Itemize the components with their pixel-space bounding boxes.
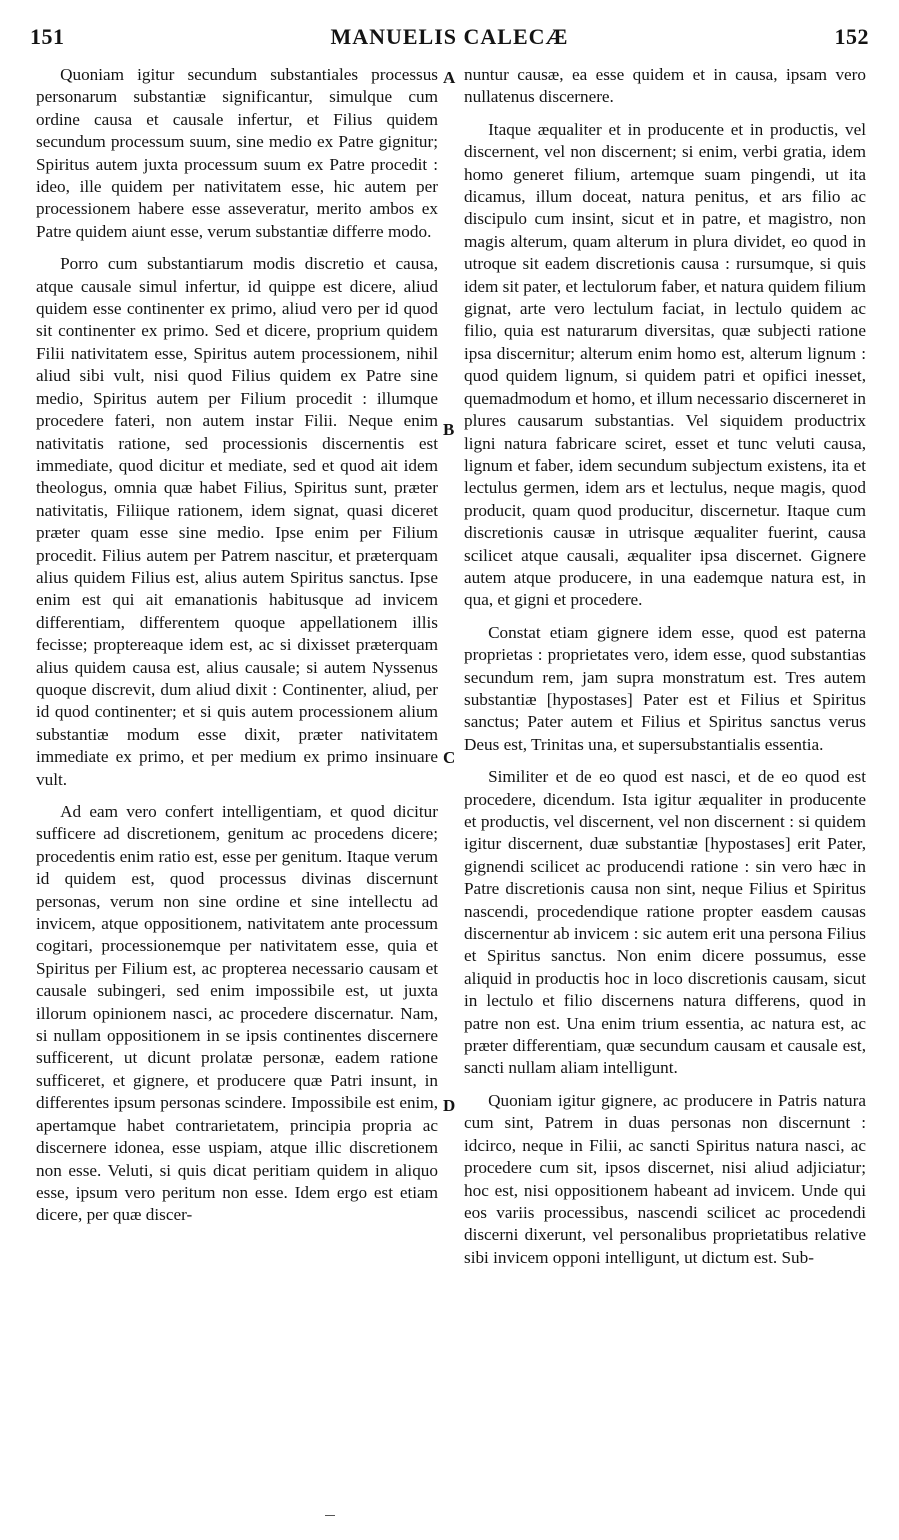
paragraph: Porro cum substantiarum modis discretio et causa, atque causale simul infertur, id quippe est dicere, aliud quidem esse continenter ex primo, aliud vero per id quod sit continenter ex primo. Sed et dicere, proprium quidem Filii nativitatem esse, Spiritus autem processionem, nihil aliud sibi vult, nisi quod Filius quidem ex Patre sine medio, Spiritus autem per Filium procedit : illumque procedere fateri, non autem instar Filii. Neque enim nativitatis ratione, sed processionis discernentis est immediate, quod dicitur et mediate, sed et quod ait idem theologus, omnia quæ habet Filius, Spiritus sunt, præter nativitatis, Filiique rationem, idem signat, quasi diceret præter quam esse sine medio. Ipse enim per Filium procedit. Filius autem per Patrem nascitur, et præterquam alius quidem Filius est, alius autem Spiritus sanctus. Ipse enim est qui ait emanationis habitusque ad invicem differentiam, differentem quoque appellationem illis fecisse; proptereaque idem est, ac si dixisset præterquam alius quidem causa est, alius causale; si autem Nyssenus quoque discrevit, dum aliud dixit : Continenter, aliud, per id quod continenter; et si quis autem processionem alium substantiæ modum esse dixit, præter nativitatem immediate ex primo, et per medium ex primo insinuare vult. bbox=[36, 254, 438, 789]
paragraph: Quoniam igitur secundum substantiales processus personarum substantiæ significantur, simulque cum ordine causa et causale infertur, et Filius quidem secundum processum suum, sine medio ex Patre gignitur; Spiritus autem juxta processum suum ex Patre procedit : ideo, ille quidem per nativitatem esse, hic autem per processionem habere esse asseveratur, merito ambos ex Patre quidem aiunt esse, verum substantiæ differre modo. bbox=[36, 65, 438, 241]
paragraph: Similiter et de eo quod est nasci, et de eo quod est procedere, dicendum. Ista igitur æqualiter in producente et productis, vel discernent, vel non discernent : si quidem igitur discernent, duæ substantiæ [hypostases] erit Pater, gignendi scilicet ac producendi ratione : sin vero hæc in Patre discretionis causa non sint, neque Filius et Spiritus nascendi, procedendique ratione propter easdem causas discernentur ab invicem : sic autem erit una persona Filius et Spiritus sanctus. Non enim dicere possumus, esse aliquid in productis hoc in loco discretionis causam, sicut in lectulo et filio discernens natura differens, quod in patre non est. Una enim trium essentia, ac natura est, ac præter differentiam, quæ secundum causam et causale est, sancti nullam aliam intelligunt. bbox=[464, 767, 866, 1078]
footer-rule bbox=[325, 1515, 335, 1516]
paragraph: Ad eam vero confert intelligentiam, et quod dicitur sufficere ad discretionem, genitum ac procedens dicere; procedentis enim ratio est, esse per genitum. Itaque verum id quidem est, quod processus divinas discernunt personas, verum non sine ordine et sine intellectu ad invicem, atque oppositionem, nativitatem ante processum cogitari, processionemque per nativitatem esse, quia et Spiritus per Filium est, ac propterea necessario causam et causale subingeri, sed enim impossibile est, ut juxta illorum opinionem nasci, ac procedere discernatur. Nam, si nullam oppositionem in se ipsis continentes discernere sufficerent, ut dicunt prolatæ personæ, eadem ratione sufficeret, et gignere, et producere quæ Patri insunt, in differentes ipsum personas scindere. Impossibile est enim, apertamque habet contrarietatem, principia propria ac discernere idonea, esse uspiam, atque illic discretionem non esse. Veluti, si quis dicat peritiam quidem in aliquo esse, ipsum vero peritum non esse. Idem ergo est etiam dicere, per quæ discer- bbox=[36, 802, 438, 1225]
margin-letter-c: C bbox=[443, 748, 456, 767]
running-title: MANUELIS CALECÆ bbox=[330, 24, 569, 49]
right-column bbox=[464, 64, 866, 1279]
margin-letter-a: A bbox=[443, 68, 456, 87]
page-header bbox=[30, 20, 869, 56]
paragraph: Constat etiam gignere idem esse, quod est paterna proprietas : proprietates vero, idem esse, quod substantias secundum rem, jam supra monstratum est. Tres autem substantiæ [hypostases] Pater est et Filius et Spiritus sanctus; Pater autem et Filius et Spiritus sanctus verus Deus est, Trinitas una, et supersubstantialis essentia. bbox=[464, 622, 866, 754]
page-number-right: 152 bbox=[834, 24, 869, 49]
paragraph: Quoniam igitur gignere, ac producere in Patris natura cum sint, Patrem in duas personas non discernunt : idcirco, neque in Filii, ac sancti Spiritus natura nasci, ac procedere cum sit, ipsos discernet, nisi aliud adjiciatur; hoc est, nisi oppositionem habeant ad invicem. Unde qui eos variis processibus, nascendi scilicet ac procedendi discerni dixerunt, vel personalibus proprietatibus relative sibi invicem opponi intelligunt, ut dictum est. Sub- bbox=[464, 1090, 866, 1267]
paragraph: Itaque æqualiter et in producente et in productis, vel discernent, vel non discernent; si enim, verbi gratia, idem homo generet filium, artemque suam pingendi, ut ita dicamus, illum doceat, natura penitus, et ars filio ac discipulo cum insint, sicut et in patre, et magistro, non magis alterum, quam alterum in plura dividet, eo quod in utroque sit eadem discretionis causa : rursumque, si quis idem sit pater, et lectulorum faber, et natura quidem filium gignat, arte vero lectulum faciat, in lectulo quidem ac filio, quia est naturarum diversitas, quæ subjecti ratione ipsa discernitur; alterum enim homo est, alterum lignum : quod quidem lignum, si quidem patri et opifici inesset, quemadmodum et homo, et illum necessario discerneret in plures causarum substantias. Vel siquidem productrix ligni natura fabricare sciret, esset et tunc veluti causa, lignum et faber, idem secundum subjectum existens, ita et lectulus germen, idem ars et lectulus, neque magis, quod producit, quam quod producitur, discernetur. Itaque cum discretionis causæ in utrisque æqualiter fuerint, causa scilicet atque causali, æqualiter ipsa discernet. Gignere autem atque producere, in una eademque natura est, in qua, et gigni et procedere. bbox=[464, 119, 866, 610]
margin-letter-d: D bbox=[443, 1096, 456, 1115]
left-column bbox=[36, 64, 438, 1237]
page-number-left: 151 bbox=[30, 24, 65, 49]
margin-letter-b: B bbox=[443, 420, 455, 439]
paragraph: nuntur causæ, ea esse quidem et in causa, ipsam vero nullatenus discernere. bbox=[464, 65, 866, 107]
